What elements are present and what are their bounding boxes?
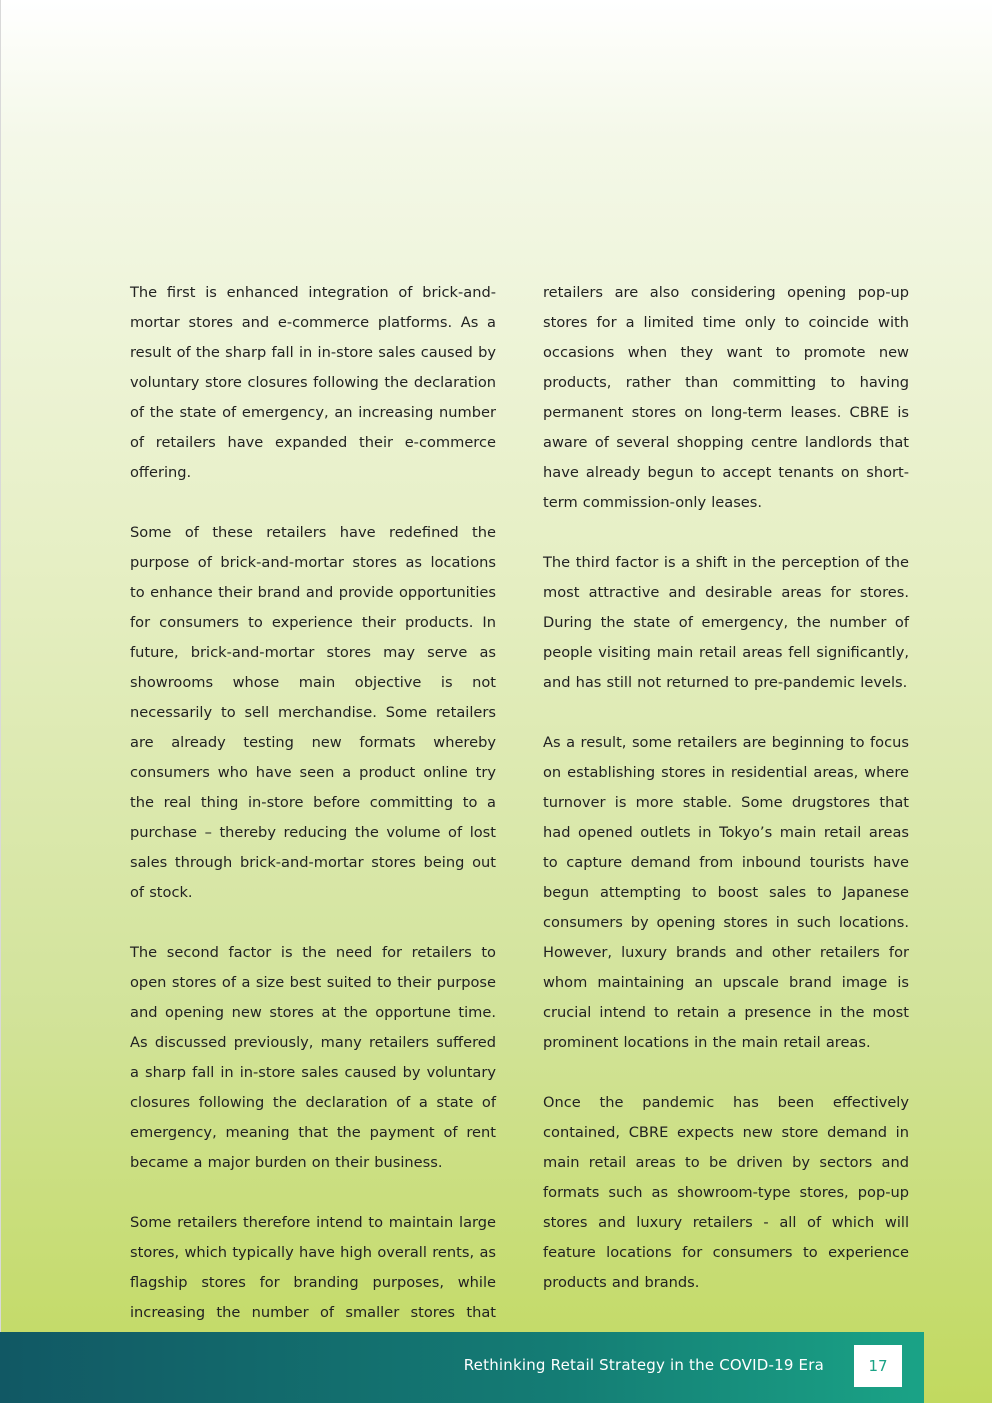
left-text-column bbox=[130, 278, 496, 1388]
right-text-column bbox=[543, 278, 909, 1328]
paragraph: Once the pandemic has been effectively contained, CBRE expects new store demand in main retail areas to be driven by sectors and formats such as showroom-type stores, pop-up stores and luxury retailers - all of which will feature locations for consumers to experience products and brands. bbox=[543, 1094, 909, 1291]
paragraph: Some of these retailers have redefined the purpose of brick-and-mortar stores as locations to enhance their brand and provide opportunities for consumers to experience their products. In future, brick-and-mortar stores may serve as showrooms whose main objective is not necessarily to sell merchandise. Some retailers are already testing new formats whereby consumers who have seen a product online try the real thing in-store before committing to a purchase – thereby reducing the volume of lost sales through brick-and-mortar stores being out of stock. bbox=[130, 524, 496, 901]
paragraph: As a result, some retailers are beginning to focus on establishing stores in residential areas, where turnover is more stable. Some drugstores that had opened outlets in Tokyo’s main retail areas to capture demand from inbound tourists have begun attempting to boost sales to Japanese consumers by opening stores in such locations. However, luxury brands and other retailers for whom maintaining an upscale brand image is crucial intend to retain a presence in the most prominent locations in the main retail areas. bbox=[543, 734, 909, 1051]
footer-title: Rethinking Retail Strategy in the COVID-19 Era bbox=[463, 1356, 824, 1374]
paragraph: The third factor is a shift in the perception of the most attractive and desirable areas for stores. During the state of emergency, the number of people visiting main retail areas fell significantly, and has still not returned to pre-pandemic levels. bbox=[543, 554, 909, 691]
paragraph: Some retailers therefore intend to maintain large stores, which typically have high overall rents, as flagship stores for branding purposes, while increasing the number of smaller stores that bbox=[130, 1214, 496, 1321]
page-edge bbox=[0, 0, 1, 1403]
footer-bar bbox=[0, 1332, 924, 1403]
paragraph: retailers are also considering opening pop-up stores for a limited time only to coincide with occasions when they want to promote new products, rather than committing to having permanent stores on long-term leases. CBRE is aware of several shopping centre landlords that have already begun to accept tenants on short-term commission-only leases. bbox=[543, 284, 909, 511]
paragraph: The first is enhanced integration of brick-and-mortar stores and e-commerce platforms. As a result of the sharp fall in in-store sales caused by voluntary store closures following the declaration of the state of emergency, an increasing number of retailers have expanded their e-commerce offering. bbox=[130, 284, 496, 481]
page-number: 17 bbox=[854, 1345, 902, 1387]
paragraph: The second factor is the need for retailers to open stores of a size best suited to their purpose and opening new stores at the opportune time. As discussed previously, many retailers suffered a sharp fall in in-store sales caused by voluntary closures following the declaration of a state of emergency, meaning that the payment of rent became a major burden on their business. bbox=[130, 944, 496, 1171]
